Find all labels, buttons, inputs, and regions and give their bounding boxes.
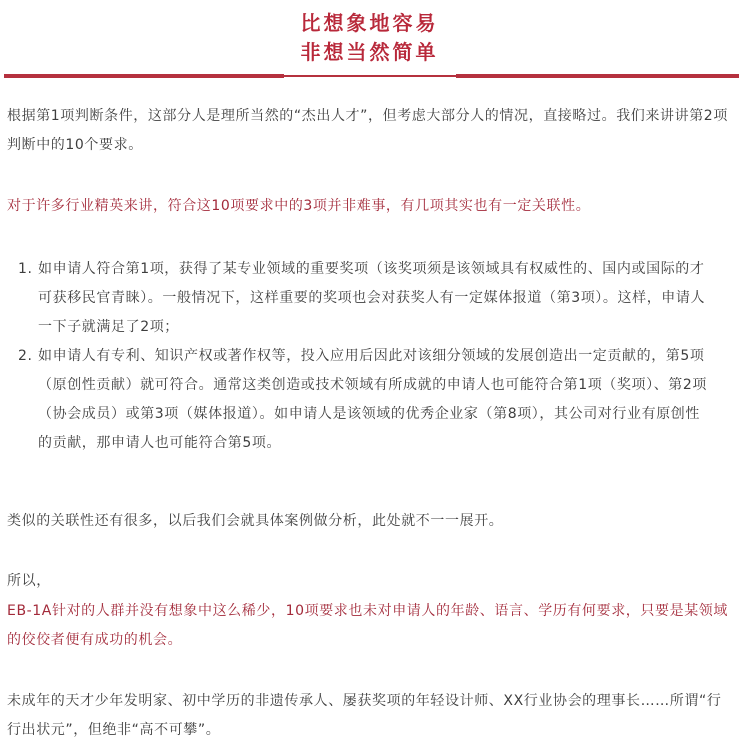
title-line-2: 非想当然简单 xyxy=(300,40,439,64)
list-item-text: 如申请人有专利、知识产权或著作权等，投入应用后因此对该细分领域的发展创造出一定贡献的，第5项（原创性贡献）就可符合。通常这类创造或技术领域有所成就的申请人也可能符合第1项（奖项）、第2项（协会成员）或第3项（媒体报道）。如申请人是该领域的优秀企业家（第8项），其公司对行业有原创性的贡献，那申请人也可能符合第5项。 xyxy=(38,348,708,451)
list-item-2 xyxy=(0,342,708,458)
requirements-list xyxy=(0,255,739,458)
paragraph-intro: 根据第1项判断条件，这部分人是理所当然的“杰出人才”，但考虑大部分人的情况，直接略过。我们来讲讲第2项判断中的10个要求。 xyxy=(7,108,728,153)
paragraph-similar-relevance: 类似的关联性还有很多，以后我们会就具体案例做分析，此处就不一一展开。 xyxy=(7,513,504,529)
paragraph-examples: 未成年的天才少年发明家、初中学历的非遗传承人、屡获奖项的年轻设计师、XX行业协会的理事长……所谓“行行出状元”，但绝非“高不可攀”。 xyxy=(7,693,722,738)
list-item-text: 如申请人符合第1项，获得了某专业领域的重要奖项（该奖项须是该领域具有权威性的、国内或国际的才可获移民官青睐）。一般情况下，这样重要的奖项也会对获奖人有一定媒体报道（第3项）。这样，申请人一下子就满足了2项； xyxy=(38,261,706,335)
paragraph-so: 所以， xyxy=(7,573,51,589)
list-item-number: 1. xyxy=(18,261,33,277)
title-line-1: 比想象地容易 xyxy=(300,11,439,35)
header-divider-center xyxy=(284,75,456,77)
list-item-1 xyxy=(0,255,708,342)
header-banner xyxy=(0,0,739,82)
paragraph-highlight-relevance: 对于许多行业精英来讲，符合这10项要求中的3项并非难事，有几项其实也有一定关联性。 xyxy=(7,198,591,214)
list-item-number: 2. xyxy=(18,348,33,364)
paragraph-highlight-eb1a: EB-1A针对的人群并没有想象中这么稀少，10项要求也未对申请人的年龄、语言、学历有何要求，只要是某领域的佼佼者便有成功的机会。 xyxy=(7,603,728,648)
